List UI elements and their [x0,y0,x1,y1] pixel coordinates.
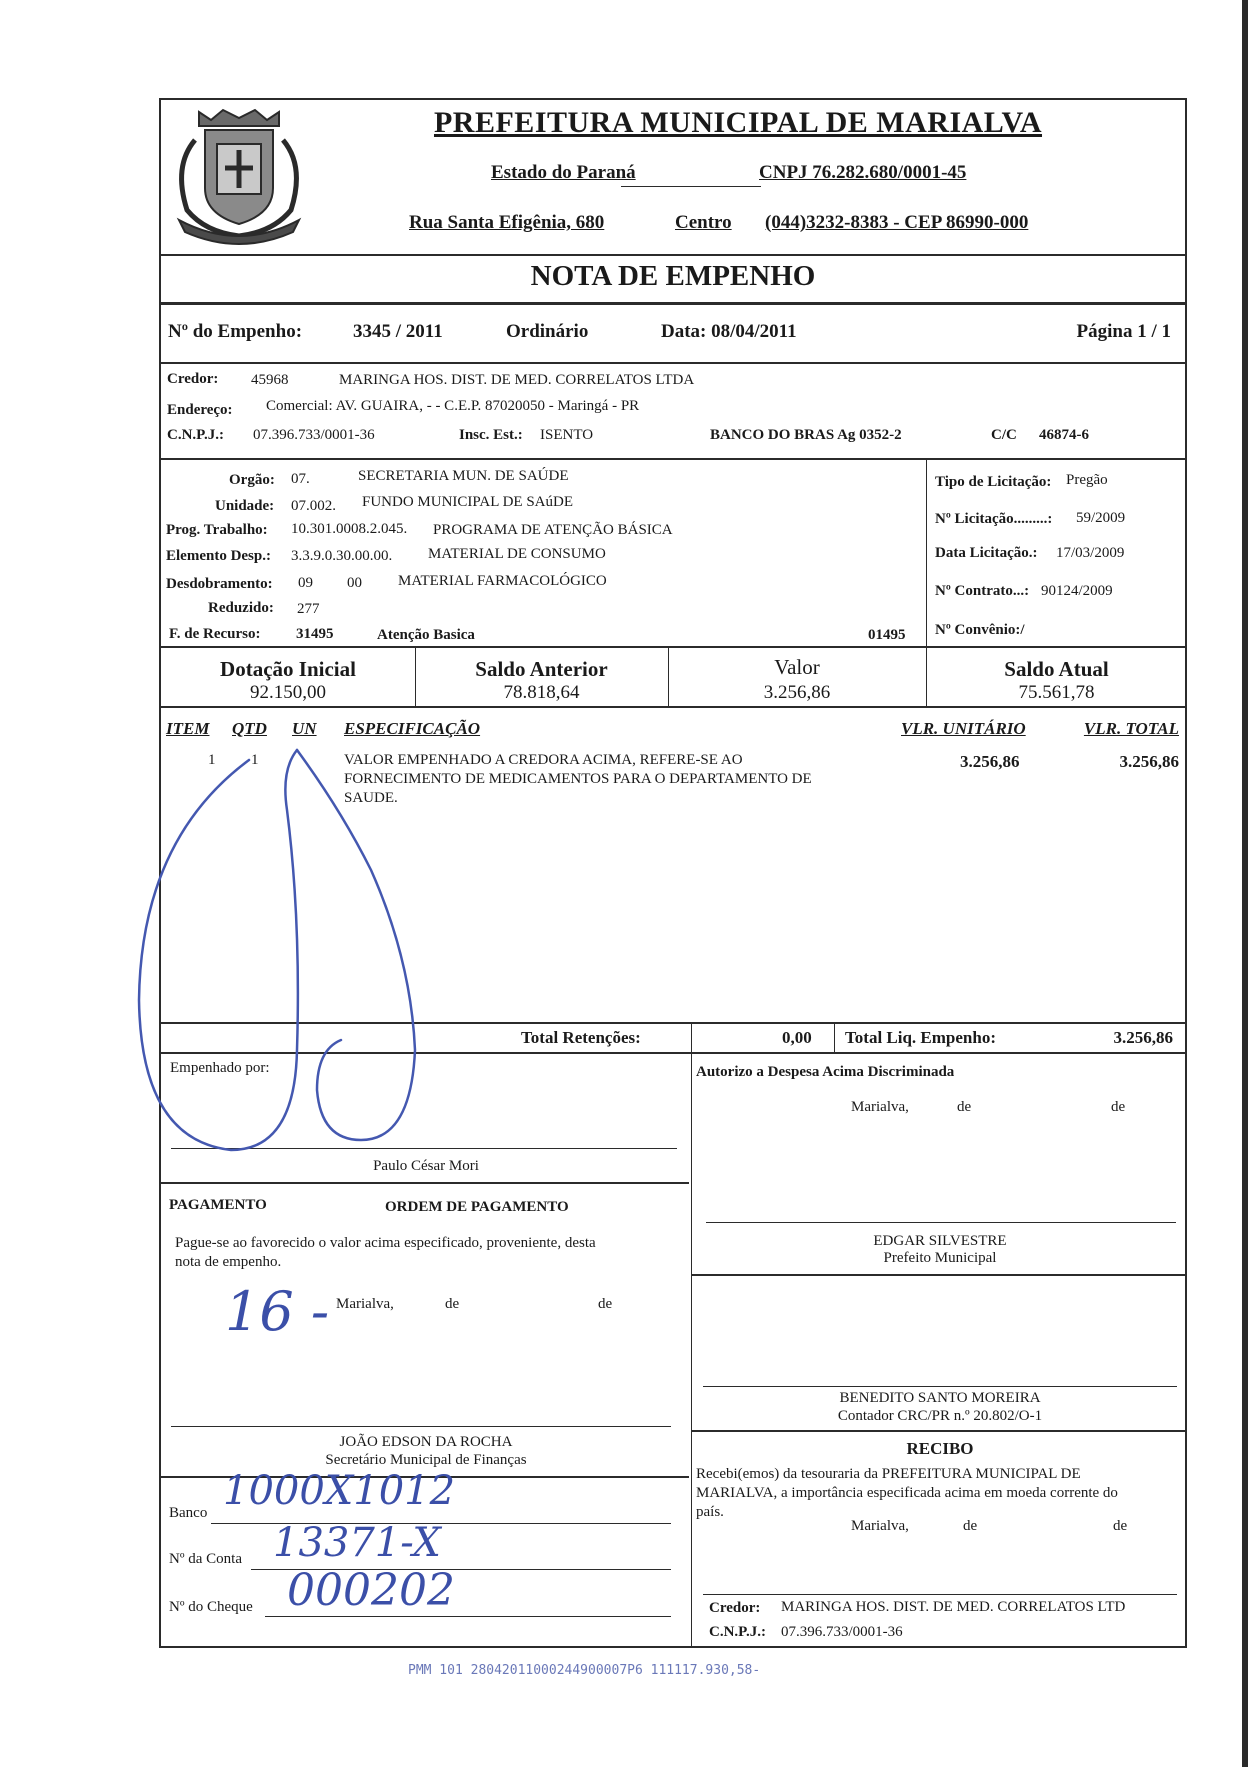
liq-empenho-label: Total Liq. Empenho: [845,1028,996,1047]
autorizo-name: EDGAR SILVESTRE [873,1233,1007,1249]
retencoes-label: Total Retenções: [521,1028,641,1047]
orgao-label: Orgão: [229,472,275,488]
recibo-text: país. [696,1504,724,1520]
convenio-label: Nº Convênio:/ [935,622,1025,638]
cc-value: 46874-6 [1039,427,1089,443]
recurso-code: 31495 [296,626,334,642]
credor-label: Credor: [167,371,219,387]
divider [161,254,1185,256]
desdobramento-name: MATERIAL FARMACOLÓGICO [398,573,607,589]
desdobramento-a: 09 [298,575,313,591]
cheque-line [265,1616,671,1617]
col-vlr-total: VLR. TOTAL [1083,719,1179,738]
credor-cnpj: 07.396.733/0001-36 [253,427,375,443]
num-licitacao-value: 59/2009 [1076,510,1126,526]
col-item: ITEM [166,719,210,738]
header-title: PREFEITURA MUNICIPAL DE MARIALVA [433,106,1043,139]
reduzido-label: Reduzido: [208,600,274,616]
row-unit-value: 3.256,86 [960,752,1020,771]
bank-agency: BANCO DO BRAS Ag 0352-2 [710,427,902,443]
unidade-code: 07.002. [291,498,336,514]
divider [691,1430,1185,1432]
tipo-licitacao-label: Tipo de Licitação: [935,474,1052,490]
autorizo-place: Marialva, [851,1099,909,1115]
recurso-number: 01495 [868,627,906,643]
ordem-pagamento-title: ORDEM DE PAGAMENTO [385,1199,569,1215]
recibo-cnpj: 07.396.733/0001-36 [781,1624,903,1640]
contador-name: BENEDITO SANTO MOREIRA [839,1390,1041,1406]
handwritten-day: 16 - [225,1280,330,1343]
liq-empenho-value: 3.256,86 [1113,1028,1173,1047]
pagamento-name: JOÃO EDSON DA ROCHA [339,1434,513,1450]
endereco-label: Endereço: [167,402,233,418]
divider [161,458,1185,460]
header-underline [621,186,761,187]
saldo-atual-label: Saldo Atual [1004,657,1109,681]
signature-scribble-icon [111,720,491,1240]
data-licitacao-label: Data Licitação.: [935,545,1038,561]
saldo-anterior-value: 78.818,64 [503,682,580,703]
nota-de-empenho-form [159,98,1187,1648]
conta-label: Nº da Conta [169,1551,242,1567]
tipo-licitacao-value: Pregão [1066,472,1108,488]
banco-label: Banco [169,1505,208,1521]
orgao-code: 07. [291,471,310,487]
divider [161,362,1185,364]
insc-label: Insc. Est.: [459,427,523,443]
unidade-label: Unidade: [215,498,275,514]
recibo-place: Marialva, [851,1518,909,1534]
row-spec-line: SAUDE. [344,790,398,806]
reduzido-value: 277 [297,601,320,617]
autorizo-role: Prefeito Municipal [883,1250,997,1266]
row-spec-line: VALOR EMPENHADO A CREDORA ACIMA, REFERE-SE AO [344,752,743,768]
retencoes-value: 0,00 [782,1028,812,1047]
v-divider [691,1022,692,1648]
contador-role: Contador CRC/PR n.º 20.802/O-1 [837,1408,1043,1424]
header-state: Estado do Paraná [491,162,636,183]
header-cnpj: CNPJ 76.282.680/0001-45 [759,162,967,183]
divider [161,302,1185,305]
signature-line [171,1426,671,1427]
signature-line [706,1222,1176,1223]
empenhado-label: Empenhado por: [170,1060,270,1076]
signature-line [703,1386,1177,1387]
scan-edge [1242,0,1248,1767]
pagamento-role: Secretário Municipal de Finanças [325,1452,527,1468]
orgao-name: SECRETARIA MUN. DE SAÚDE [358,468,569,484]
empenho-number: 3345 / 2011 [353,321,443,342]
col-qtd: QTD [232,719,267,738]
divider [161,646,1185,648]
prog-name: PROGRAMA DE ATENÇÃO BÁSICA [433,522,673,538]
num-licitacao-label: Nº Licitação.........: [935,511,1053,527]
header-district: Centro [675,212,732,233]
recibo-credor: MARINGA HOS. DIST. DE MED. CORRELATOS LTD [781,1599,1126,1615]
pagamento-text: Pague-se ao favorecido o valor acima especificado, proveniente, desta [175,1235,596,1251]
document-title: NOTA DE EMPENHO [530,260,816,292]
desdobramento-label: Desdobramento: [166,576,273,592]
dotacao-label: Dotação Inicial [220,657,356,681]
empenho-number-label: Nº do Empenho: [168,321,303,342]
signature-line [703,1594,1177,1595]
handwritten-cheque: 000202 [287,1565,455,1616]
cnpj-label: C.N.P.J.: [167,427,224,443]
recibo-text: Recebi(emos) da tesouraria da PREFEITURA MUNICIPAL DE [696,1466,1081,1482]
recibo-credor-label: Credor: [709,1600,761,1616]
pagamento-de: de [445,1296,460,1312]
credor-address: Comercial: AV. GUAIRA, - - C.E.P. 87020050 - Maringá - PR [266,398,640,414]
pagamento-label: PAGAMENTO [169,1197,267,1213]
recibo-cnpj-label: C.N.P.J.: [709,1624,766,1640]
row-total-value: 3.256,86 [1119,752,1179,771]
elemento-name: MATERIAL DE CONSUMO [428,546,606,562]
saldo-anterior-label: Saldo Anterior [475,657,608,681]
divider [161,706,1185,708]
saldo-atual-value: 75.561,78 [1018,682,1095,703]
empenho-type: Ordinário [506,321,589,342]
empenho-date: Data: 08/04/2011 [661,321,797,342]
row-qtd: 1 [251,752,259,768]
autorizo-de: de [1111,1099,1126,1115]
v-divider [926,458,927,646]
prog-label: Prog. Trabalho: [166,522,268,538]
autorizo-title: Autorizo a Despesa Acima Discriminada [696,1064,955,1080]
unidade-name: FUNDO MUNICIPAL DE SAúDE [362,494,573,510]
pagamento-place: Marialva, [336,1296,394,1312]
pagamento-de: de [598,1296,613,1312]
valor-value: 3.256,86 [763,682,831,703]
col-un: UN [292,719,317,738]
contrato-value: 90124/2009 [1041,583,1113,599]
dotacao-value: 92.150,00 [250,682,326,703]
desdobramento-b: 00 [347,575,362,591]
elemento-code: 3.3.9.0.30.00.00. [291,548,393,564]
row-spec-line: FORNECIMENTO DE MEDICAMENTOS PARA O DEPARTAMENTO DE [344,771,812,787]
header-address: Rua Santa Efigênia, 680 [409,212,605,233]
v-divider [834,1022,835,1052]
header-phone-cep: (044)3232-8383 - CEP 86990-000 [765,212,1029,233]
handwritten-conta: 13371-X [273,1520,441,1566]
recibo-title: RECIBO [906,1439,974,1458]
contrato-label: Nº Contrato...: [935,583,1030,599]
recurso-label: F. de Recurso: [169,626,261,642]
cc-label: C/C [991,427,1017,443]
recibo-text: MARIALVA, a importância especificada acima em moeda corrente do [696,1485,1118,1501]
handwritten-banco: 1000X1012 [223,1468,456,1514]
recurso-name: Atenção Basica [377,627,475,643]
data-licitacao-value: 17/03/2009 [1056,545,1125,561]
row-item: 1 [208,752,216,768]
valor-label: Valor [774,655,820,679]
recibo-de: de [1113,1518,1128,1534]
col-especificacao: ESPECIFICAÇÃO [344,719,481,738]
elemento-label: Elemento Desp.: [166,548,271,564]
prog-code: 10.301.0008.2.045. [291,521,408,537]
empenhado-name: Paulo César Mori [373,1158,479,1174]
credor-code: 45968 [251,372,289,388]
autorizo-de: de [957,1099,972,1115]
insc-value: ISENTO [540,427,594,443]
divider [691,1274,1185,1276]
cheque-label: Nº do Cheque [169,1599,253,1615]
page-number: Página 1 / 1 [1076,321,1171,342]
pagamento-text: nota de empenho. [175,1254,282,1270]
credor-name: MARINGA HOS. DIST. DE MED. CORRELATOS LTDA [339,372,695,388]
footer-code: PMM 101 28042011000244900007P6 111117.930,58- [408,1663,761,1678]
recibo-de: de [963,1518,978,1534]
col-vlr-unitario: VLR. UNITÁRIO [901,719,1026,738]
